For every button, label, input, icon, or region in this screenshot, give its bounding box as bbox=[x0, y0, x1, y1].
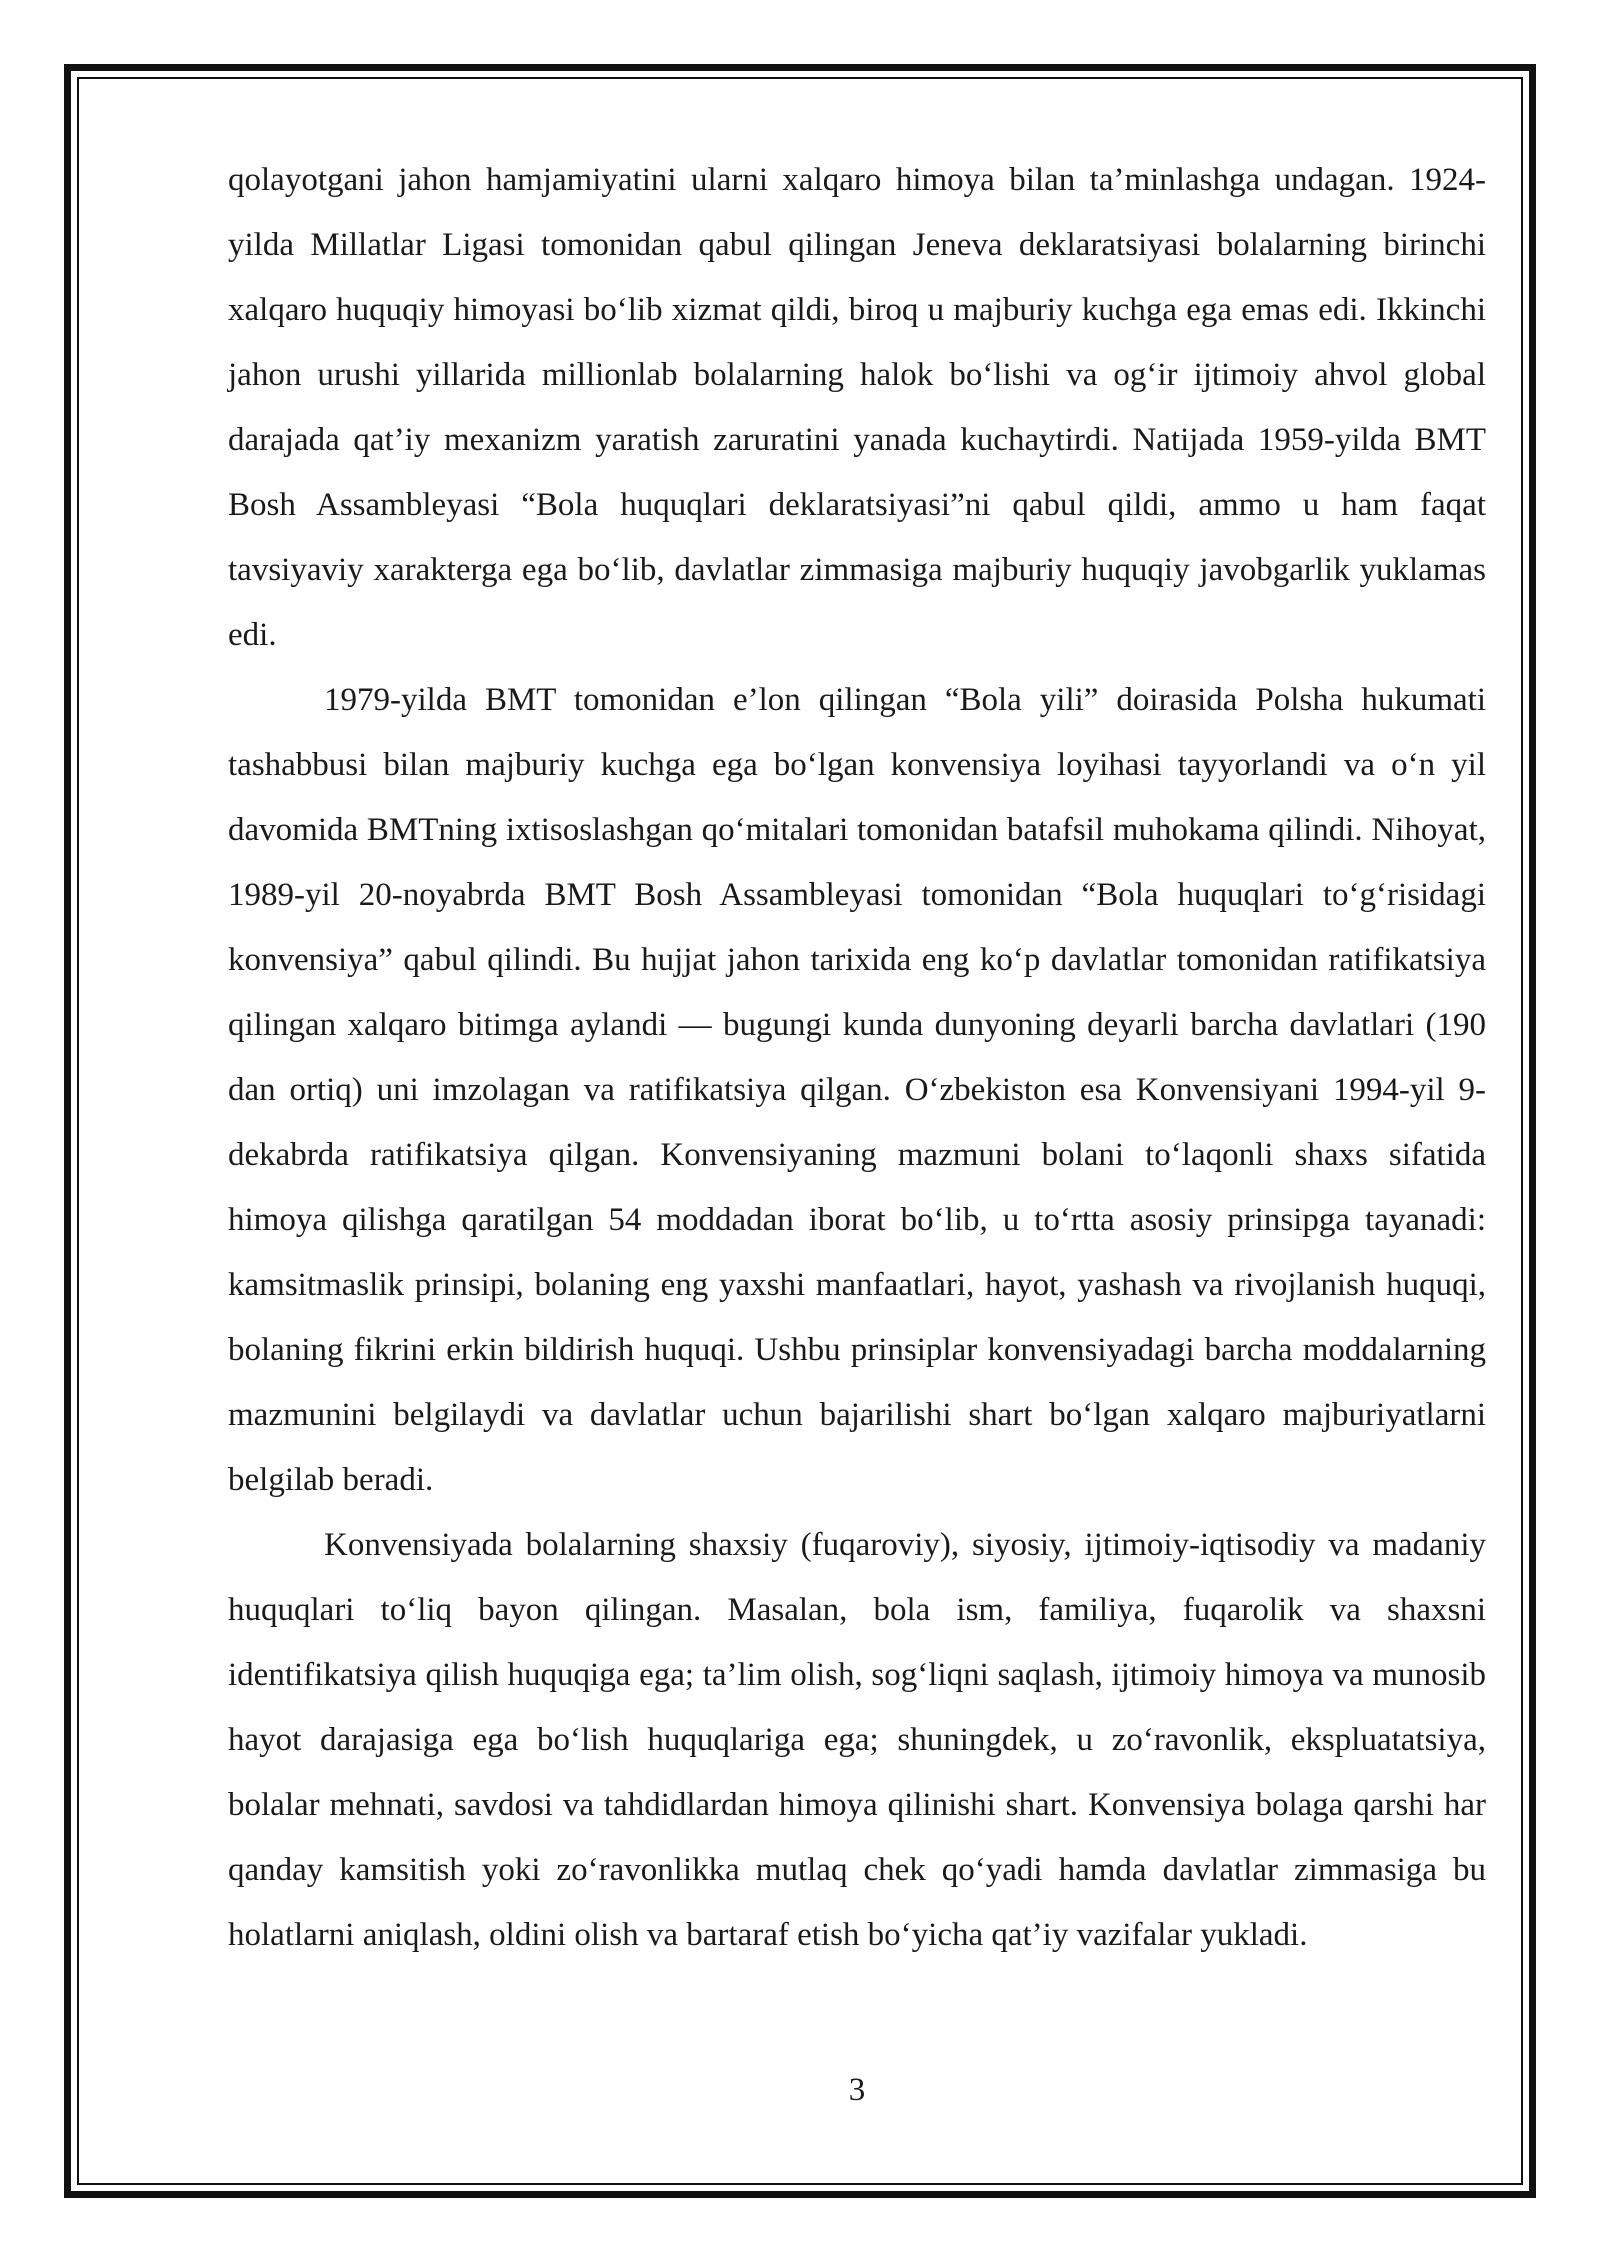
paragraph-1: qolayotgani jahon hamjamiyatini ularni xalqaro himoya bilan ta’minlashga undagan. 1924-yilda Millatlar Ligasi tomonidan qabul qilingan Jeneva deklaratsiyasi bolalarning birinchi xalqaro huquqiy himoyasi bo‘lib xizmat qildi, biroq u majburiy kuchga ega emas edi. Ikkinchi jahon urushi yillarida millionlab bolalarning halok bo‘lishi va og‘ir ijtimoiy ahvol global darajada qat’iy mexanizm yaratish zaruratini yanada kuchaytirdi. Natijada 1959-yilda BMT Bosh Assambleyasi “Bola huquqlari deklaratsiyasi”ni qabul qildi, ammo u ham faqat tavsiyaviy xarakterga ega bo‘lib, davlatlar zimmasiga majburiy huquqiy javobgarlik yuklamas edi. bbox=[228, 162, 1486, 653]
paragraph-3: Konvensiyada bolalarning shaxsiy (fuqaroviy), siyosiy, ijtimoiy-iqtisodiy va madaniy huquqlari to‘liq bayon qilingan. Masalan, bola ism, familiya, fuqarolik va shaxsni identifikatsiya qilish huquqiga ega; ta’lim olish, sog‘liqni saqlash, ijtimoiy himoya va munosib hayot darajasiga ega bo‘lish huquqlariga ega; shuningdek, u zo‘ravonlik, ekspluatatsiya, bolalar mehnati, savdosi va tahdidlardan himoya qilinishi shart. Konvensiya bolaga qarshi har qanday kamsitish yoki zo‘ravonlikka mutlaq chek qo‘yadi hamda davlatlar zimmasiga bu holatlarni aniqlash, oldini olish va bartaraf etish bo‘yicha qat’iy vazifalar yukladi. bbox=[228, 1527, 1486, 1953]
paragraph-2: 1979-yilda BMT tomonidan e’lon qilingan “Bola yili” doirasida Polsha hukumati tashabbusi bilan majburiy kuchga ega bo‘lgan konvensiya loyihasi tayyorlandi va o‘n yil davomida BMTning ixtisoslashgan qo‘mitalari tomonidan batafsil muhokama qilindi. Nihoyat, 1989-yil 20-noyabrda BMT Bosh Assambleyasi tomonidan “Bola huquqlari to‘g‘risidagi konvensiya” qabul qilindi. Bu hujjat jahon tarixida eng ko‘p davlatlar tomonidan ratifikatsiya qilingan xalqaro bitimga aylandi — bugungi kunda dunyoning deyarli barcha davlatlari (190 dan ortiq) uni imzolagan va ratifikatsiya qilgan. O‘zbekiston esa Konvensiyani 1994-yil 9-dekabrda ratifikatsiya qilgan. Konvensiyaning mazmuni bolani to‘laqonli shaxs sifatida himoya qilishga qaratilgan 54 moddadan iborat bo‘lib, u to‘rtta asosiy prinsipga tayanadi: kamsitmaslik prinsipi, bolaning eng yaxshi manfaatlari, hayot, yashash va rivojlanish huquqi, bolaning fikrini erkin bildirish huquqi. Ushbu prinsiplar konvensiyadagi barcha moddalarning mazmunini belgilaydi va davlatlar uchun bajarilishi shart bo‘lgan xalqaro majburiyatlarni belgilab beradi. bbox=[228, 682, 1486, 1498]
page-number: 3 bbox=[848, 2072, 866, 2108]
document-body bbox=[228, 148, 1486, 1968]
